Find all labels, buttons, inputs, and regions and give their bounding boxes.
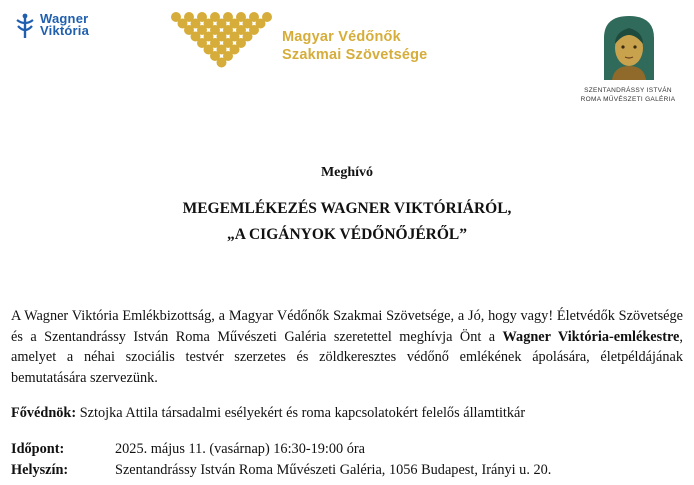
patron-label: Fővédnök: (11, 405, 77, 421)
patron-value: Sztojka Attila társadalmi esélyekért és roma kapcsolatokért felelős államtitkár (76, 405, 526, 421)
invitation-label: Meghívó (320, 165, 374, 180)
time-value: 2025. május 11. (vasárnap) 16:30-19:00 óra (115, 441, 366, 457)
invitation-body (11, 306, 683, 388)
mvsz-logo-dot (217, 58, 227, 68)
patron-row (11, 405, 525, 422)
wagner-cross-icon (14, 12, 36, 40)
wagner-logo-line1: Wagner (40, 11, 89, 26)
mvsz-logo-text (282, 28, 427, 64)
place-row (11, 462, 551, 479)
body-intro: A Wagner Viktória Emlékbizottság, a Magyar Védőnők Szakmai Szövetsége, a Jó, hogy vagy! Életvédők Szövetsége és a Szentandrássy István Roma Művészeti Galéria szeretettel meghívja Önt a (11, 308, 683, 345)
gallery-portrait-logo (600, 14, 658, 84)
place-value: Szentandrássy István Roma Művészeti Galéria, 1056 Budapest, Irányi u. 20. (115, 462, 552, 478)
mvsz-dots-logo (170, 11, 280, 71)
gallery-line1: SZENTANDRÁSSY ISTVÁN (584, 87, 672, 94)
wagner-viktoria-logo (14, 10, 110, 44)
place-label: Helyszín: (11, 462, 69, 478)
wagner-logo-line2: Viktória (40, 23, 90, 38)
event-name: Wagner Viktória-emlékestre (502, 328, 680, 345)
mvsz-line2: Szakmai Szövetsége (282, 47, 428, 63)
gallery-logo-text (570, 86, 686, 104)
time-row (11, 441, 365, 458)
gallery-line2: ROMA MŰVÉSZETI GALÉRIA (580, 96, 676, 103)
body-outro: , amelyet a néhai szociális testvér szerzetes és zöldkeresztes védőnő emlékének ápolására, életpéldájának bemutatására szervezünk. (11, 328, 683, 386)
mvsz-line1: Magyar Védőnők (282, 29, 401, 45)
title-line1: MEGEMLÉKEZÉS WAGNER VIKTÓRIÁRÓL, (182, 200, 512, 217)
time-label: Időpont: (11, 441, 65, 457)
title-line2: „A CIGÁNYOK VÉDŐNŐJÉRŐL” (227, 226, 467, 243)
